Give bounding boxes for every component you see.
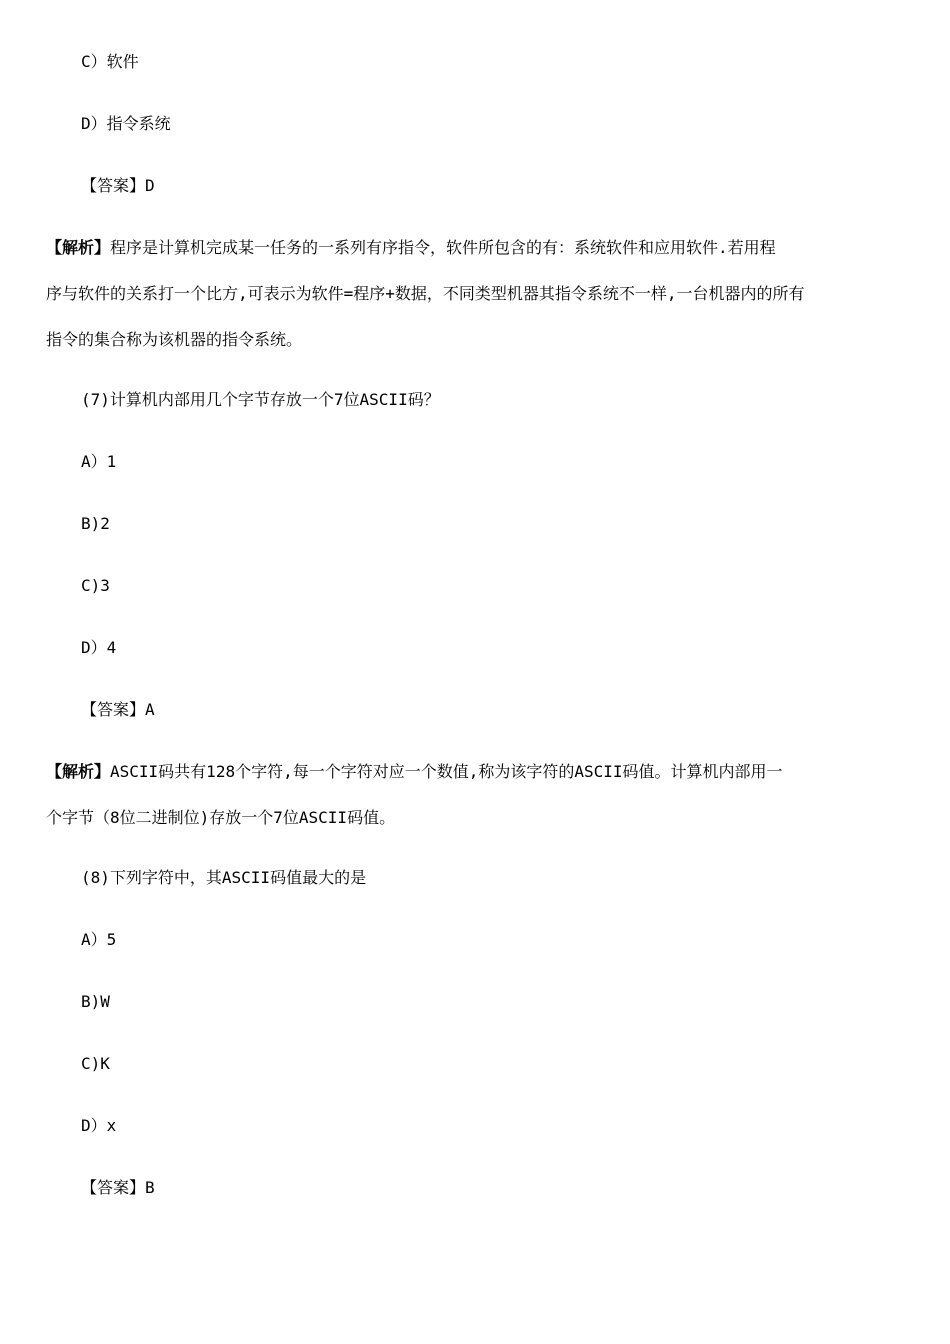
q8-option-a: A）5 — [81, 930, 117, 949]
q6-answer: 【答案】D — [81, 176, 155, 195]
q8-question: (8)下列字符中，其ASCII码值最大的是 — [81, 868, 367, 887]
q6-option-c: C）软件 — [81, 52, 139, 71]
q7-question: (7)计算机内部用几个字节存放一个7位ASCII码？ — [81, 390, 440, 409]
q7-answer: 【答案】A — [81, 700, 155, 719]
q8-answer: 【答案】B — [81, 1178, 155, 1197]
q7-option-a: A）1 — [81, 452, 117, 471]
q7-option-b: B)2 — [81, 514, 110, 533]
q6-explanation-line-3: 指令的集合称为该机器的指令系统。 — [46, 330, 303, 349]
q8-option-c: C)K — [81, 1054, 110, 1073]
q6-explanation-line-1: 【解析】程序是计算机完成某一任务的一系列有序指令，软件所包含的有：系统软件和应用软件.若用程 — [46, 238, 776, 257]
q7-explanation-line-2: 个字节（8位二进制位)存放一个7位ASCII码值。 — [46, 808, 396, 827]
q6-option-d: D）指令系统 — [81, 114, 171, 133]
q7-option-c: C)3 — [81, 576, 110, 595]
q8-option-d: D）x — [81, 1116, 117, 1135]
q8-option-b: B)W — [81, 992, 110, 1011]
q7-explanation — [46, 762, 908, 828]
q7-explanation-line-1: 【解析】ASCII码共有128个字符,每一个字符对应一个数值,称为该字符的ASCII码值。计算机内部用一 — [46, 762, 783, 781]
q6-explanation — [46, 238, 908, 350]
q6-explanation-label: 【解析】 — [46, 238, 111, 257]
q7-option-d: D）4 — [81, 638, 117, 657]
q6-explanation-line-2: 序与软件的关系打一个比方,可表示为软件=程序+数据，不同类型机器其指令系统不一样,一台机器内的所有 — [46, 284, 805, 303]
q7-explanation-label: 【解析】 — [46, 762, 111, 781]
